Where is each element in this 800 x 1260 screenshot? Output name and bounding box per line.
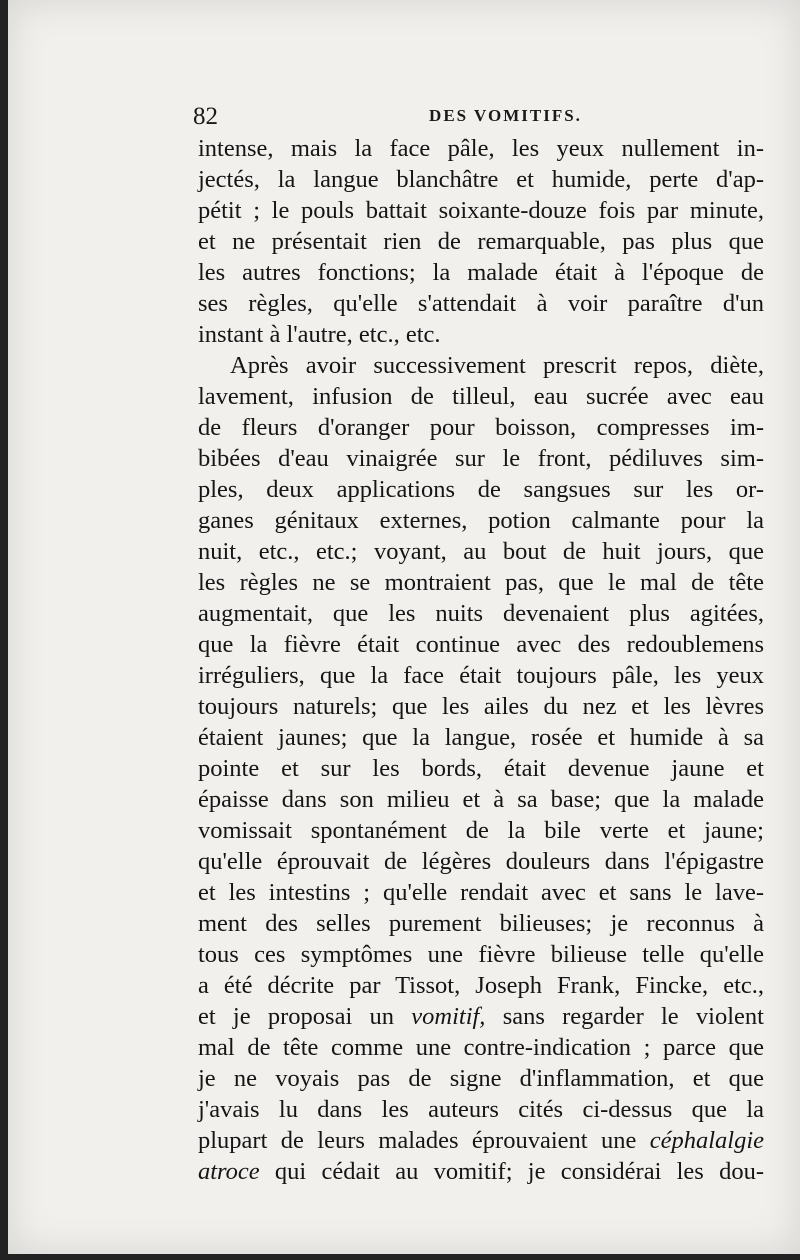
running-title: DES VOMITIFS. — [429, 106, 582, 125]
text-line: et je proposai un vomitif, sans regarder le violent — [198, 1003, 764, 1030]
text-line: vomissait spontanément de la bile verte et jaune; — [198, 817, 764, 844]
text-line: que la fièvre était continue avec des redoublemens — [198, 631, 764, 658]
text-line: atroce qui cédait au vomitif; je considérai les dou- — [198, 1158, 764, 1185]
text-line: instant à l'autre, etc., etc. — [198, 321, 441, 348]
text-line: étaient jaunes; que la langue, rosée et humide à sa — [198, 724, 764, 751]
text-line: pointe et sur les bords, était devenue jaune et — [198, 755, 764, 782]
text-line: pétit ; le pouls battait soixante-douze fois par minute, — [198, 197, 764, 224]
text-line: mal de tête comme une contre-indication ; parce que — [198, 1034, 764, 1061]
text-line: ment des selles purement bilieuses; je reconnus à — [198, 910, 764, 937]
text-line: qu'elle éprouvait de légères douleurs dans l'épigastre — [198, 848, 764, 875]
text-line: j'avais lu dans les auteurs cités ci-dessus que la — [198, 1096, 764, 1123]
text-line: intense, mais la face pâle, les yeux nullement in- — [198, 135, 764, 162]
text-line: les autres fonctions; la malade était à l'époque de — [198, 259, 764, 286]
text-line: augmentait, que les nuits devenaient plus agitées, — [198, 600, 764, 627]
page-number: 82 — [193, 103, 218, 130]
text-line: lavement, infusion de tilleul, eau sucrée avec eau — [198, 383, 764, 410]
text-line: ganes génitaux externes, potion calmante pour la — [198, 507, 764, 534]
book-page — [8, 0, 800, 1254]
text-line: Après avoir successivement prescrit repos, diète, — [230, 352, 764, 379]
text-line: plupart de leurs malades éprouvaient une céphalalgie — [198, 1127, 764, 1154]
text-line: a été décrite par Tissot, Joseph Frank, Fincke, etc., — [198, 972, 764, 999]
text-line: tous ces symptômes une fièvre bilieuse telle qu'elle — [198, 941, 764, 968]
text-line: nuit, etc., etc.; voyant, au bout de huit jours, que — [198, 538, 764, 565]
text-line: jectés, la langue blanchâtre et humide, perte d'ap- — [198, 166, 764, 193]
body-text — [198, 133, 764, 1187]
text-line: toujours naturels; que les ailes du nez et les lèvres — [198, 693, 764, 720]
text-line: je ne voyais pas de signe d'inflammation, et que — [198, 1065, 764, 1092]
text-line: et ne présentait rien de remarquable, pas plus que — [198, 228, 764, 255]
page-header — [193, 103, 768, 133]
text-line: bibées d'eau vinaigrée sur le front, pédiluves sim- — [198, 445, 764, 472]
text-line: de fleurs d'oranger pour boisson, compresses im- — [198, 414, 764, 441]
text-line: irréguliers, que la face était toujours pâle, les yeux — [198, 662, 764, 689]
text-line: les règles ne se montraient pas, que le mal de tête — [198, 569, 764, 596]
text-line: et les intestins ; qu'elle rendait avec et sans le lave- — [198, 879, 764, 906]
text-line: épaisse dans son milieu et à sa base; que la malade — [198, 786, 764, 813]
text-line: ples, deux applications de sangsues sur les or- — [198, 476, 764, 503]
text-line: ses règles, qu'elle s'attendait à voir paraître d'un — [198, 290, 764, 317]
